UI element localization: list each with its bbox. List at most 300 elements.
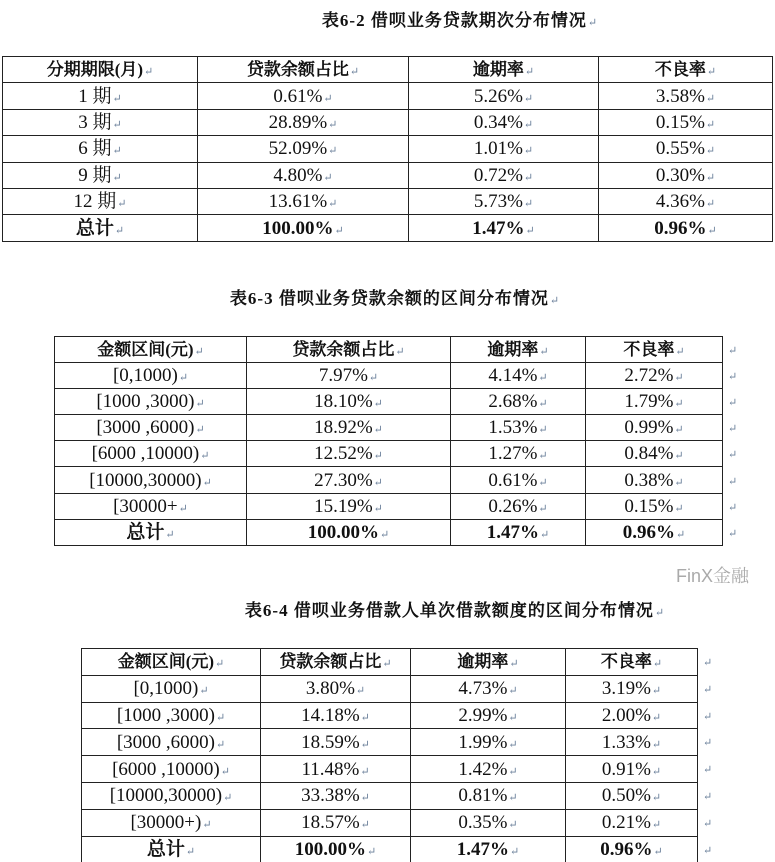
cell-text: 1 期 bbox=[78, 85, 112, 107]
table-cell bbox=[586, 519, 723, 545]
paragraph-mark-icon: ↵ bbox=[373, 502, 383, 515]
table-cell bbox=[82, 782, 261, 809]
paragraph-mark-icon: ↵ bbox=[382, 658, 392, 671]
paragraph-mark-icon: ↵ bbox=[349, 66, 360, 79]
table-cell bbox=[411, 809, 566, 836]
paragraph-mark-icon: ↵ bbox=[373, 450, 383, 463]
paragraph-mark-icon: ↵ bbox=[165, 528, 175, 541]
cell-text: 4.80% bbox=[273, 164, 323, 186]
table-cell bbox=[247, 415, 451, 441]
paragraph-mark-icon: ↵ bbox=[112, 118, 122, 131]
header-row bbox=[55, 337, 723, 363]
cell-text: [10000,30000) bbox=[89, 469, 202, 491]
paragraph-mark-icon: ↵ bbox=[705, 118, 716, 131]
cell-text: [10000,30000) bbox=[109, 785, 223, 807]
cell-text: 逾期率 bbox=[487, 340, 539, 360]
table-cell bbox=[411, 702, 566, 729]
cell-text: 不良率 bbox=[600, 652, 652, 672]
table-cell bbox=[261, 782, 411, 809]
cell-text: 0.34% bbox=[473, 111, 523, 133]
cell-text: 1.79% bbox=[624, 391, 674, 413]
cell-text: 0.84% bbox=[624, 443, 674, 465]
cell-text: 18.59% bbox=[301, 731, 360, 753]
table-row bbox=[3, 136, 773, 162]
cell-text: 金额区间(元) bbox=[97, 340, 194, 360]
table-cell bbox=[566, 809, 698, 836]
table-cell bbox=[198, 215, 409, 241]
cell-text: 贷款余额占比 bbox=[246, 60, 349, 80]
paragraph-mark-icon: ↵ bbox=[538, 398, 548, 411]
paragraph-mark-icon: ↵ bbox=[525, 224, 535, 237]
paragraph-mark-icon: ↵ bbox=[508, 819, 518, 832]
table-row bbox=[82, 809, 698, 836]
paragraph-mark-icon: ↵ bbox=[178, 502, 188, 515]
table-title-text: 表6-3 借呗业务贷款余额的区间分布情况 bbox=[229, 289, 549, 308]
cell-text: 0.96% bbox=[600, 838, 653, 860]
paragraph-mark-icon: ↵ bbox=[328, 145, 338, 158]
table-row bbox=[3, 162, 773, 188]
cell-text: 0.15% bbox=[655, 111, 705, 133]
table-cell bbox=[599, 215, 773, 241]
paragraph-mark-icon: ↵ bbox=[728, 449, 738, 462]
total-row bbox=[3, 215, 773, 241]
cell-text: 15.19% bbox=[314, 495, 373, 517]
table-cell bbox=[3, 83, 198, 109]
paragraph-mark-icon: ↵ bbox=[334, 224, 344, 237]
cell-text: [1000 ,3000) bbox=[96, 391, 195, 413]
paragraph-mark-icon: ↵ bbox=[674, 372, 684, 385]
paragraph-mark-icon: ↵ bbox=[323, 171, 333, 184]
cell-text: 100.00% bbox=[262, 217, 334, 239]
table-cell bbox=[82, 649, 261, 676]
table-cell bbox=[409, 162, 599, 188]
paragraph-mark-icon: ↵ bbox=[676, 528, 686, 541]
paragraph-mark-icon: ↵ bbox=[360, 738, 370, 751]
cell-text: 0.96% bbox=[622, 521, 676, 543]
cell-text: 6 期 bbox=[78, 138, 112, 160]
paragraph-mark-icon: ↵ bbox=[587, 17, 599, 29]
cell-text: [6000 ,10000) bbox=[112, 758, 220, 780]
cell-text: 2.00% bbox=[601, 704, 651, 726]
table-cell bbox=[451, 337, 586, 363]
table-cell bbox=[261, 702, 411, 729]
paragraph-mark-icon: ↵ bbox=[368, 372, 379, 385]
paragraph-mark-icon: ↵ bbox=[706, 66, 717, 79]
table-cell bbox=[586, 467, 723, 493]
paragraph-mark-icon: ↵ bbox=[328, 118, 338, 131]
cell-text: 0.38% bbox=[624, 469, 674, 491]
table-cell bbox=[198, 136, 409, 162]
cell-text: [30000+ bbox=[113, 495, 178, 517]
paragraph-mark-icon: ↵ bbox=[523, 145, 534, 158]
table-cell bbox=[247, 441, 451, 467]
paragraph-mark-icon: ↵ bbox=[703, 844, 713, 857]
cell-text: 4.73% bbox=[458, 678, 508, 700]
paragraph-mark-icon: ↵ bbox=[651, 738, 662, 751]
table-cell bbox=[247, 519, 451, 545]
paragraph-mark-icon: ↵ bbox=[215, 658, 225, 671]
paragraph-mark-icon: ↵ bbox=[194, 346, 204, 359]
table-row bbox=[3, 188, 773, 214]
table-cell bbox=[599, 188, 773, 214]
paragraph-mark-icon: ↵ bbox=[703, 764, 713, 777]
table-cell bbox=[261, 836, 411, 862]
paragraph-mark-icon: ↵ bbox=[523, 198, 534, 211]
table-title-text: 表6-4 借呗业务借款人单次借款额度的区间分布情况 bbox=[244, 601, 654, 620]
paragraph-mark-icon: ↵ bbox=[651, 792, 662, 805]
table-cell bbox=[3, 109, 198, 135]
table-row bbox=[55, 363, 723, 389]
cell-text: 12 期 bbox=[73, 191, 117, 213]
table-cell bbox=[411, 836, 566, 862]
table-cell bbox=[409, 83, 599, 109]
table-cell bbox=[411, 756, 566, 783]
paragraph-mark-icon: ↵ bbox=[705, 171, 716, 184]
cell-text: 100.00% bbox=[294, 838, 367, 860]
paragraph-mark-icon: ↵ bbox=[114, 224, 125, 237]
paragraph-mark-icon: ↵ bbox=[373, 398, 383, 411]
paragraph-mark-icon: ↵ bbox=[144, 66, 154, 79]
table-row bbox=[82, 702, 698, 729]
paragraph-mark-icon: ↵ bbox=[360, 711, 370, 724]
cell-text: [3000 ,6000) bbox=[116, 731, 215, 753]
cell-text: 5.26% bbox=[473, 85, 523, 107]
cell-text: 27.30% bbox=[314, 469, 373, 491]
cell-text: 0.30% bbox=[655, 164, 705, 186]
paragraph-mark-icon: ↵ bbox=[523, 92, 534, 105]
table-cell bbox=[586, 337, 723, 363]
cell-text: 1.01% bbox=[473, 138, 523, 160]
table-row bbox=[55, 493, 723, 519]
cell-text: 3.58% bbox=[655, 85, 705, 107]
cell-text: 18.92% bbox=[314, 417, 373, 439]
paragraph-mark-icon: ↵ bbox=[651, 711, 662, 724]
cell-text: 0.99% bbox=[624, 417, 674, 439]
paragraph-mark-icon: ↵ bbox=[703, 657, 713, 669]
table-cell bbox=[82, 702, 261, 729]
paragraph-mark-icon: ↵ bbox=[223, 792, 233, 805]
paragraph-mark-icon: ↵ bbox=[705, 92, 716, 105]
table-cell bbox=[247, 493, 451, 519]
table-cell bbox=[451, 441, 586, 467]
table-cell bbox=[599, 109, 773, 135]
cell-text: 1.47% bbox=[486, 521, 540, 543]
paragraph-mark-icon: ↵ bbox=[728, 397, 738, 410]
table-cell bbox=[599, 136, 773, 162]
paragraph-mark-icon: ↵ bbox=[367, 845, 377, 858]
cell-text: 0.26% bbox=[488, 495, 538, 517]
paragraph-mark-icon: ↵ bbox=[508, 738, 518, 751]
paragraph-mark-icon: ↵ bbox=[323, 92, 333, 105]
cell-text: 2.72% bbox=[624, 365, 674, 387]
table-cell bbox=[586, 389, 723, 415]
table-cell bbox=[566, 702, 698, 729]
watermark: FinX金融 bbox=[676, 566, 750, 586]
cell-text: 1.47% bbox=[456, 838, 510, 860]
paragraph-mark-icon: ↵ bbox=[202, 476, 212, 489]
paragraph-mark-icon: ↵ bbox=[360, 765, 370, 778]
table-cell bbox=[3, 188, 198, 214]
paragraph-mark-icon: ↵ bbox=[200, 450, 210, 463]
table-cell bbox=[55, 467, 247, 493]
cell-text: 5.73% bbox=[473, 191, 523, 213]
table-cell bbox=[451, 415, 586, 441]
paragraph-mark-icon: ↵ bbox=[538, 424, 548, 437]
paragraph-mark-icon: ↵ bbox=[328, 198, 338, 211]
paragraph-mark-icon: ↵ bbox=[538, 450, 548, 463]
paragraph-mark-icon: ↵ bbox=[112, 92, 122, 105]
table-cell bbox=[55, 441, 247, 467]
cell-text: 不良率 bbox=[654, 60, 706, 80]
cell-text: 3.80% bbox=[305, 678, 355, 700]
cell-text: 4.36% bbox=[655, 191, 705, 213]
paragraph-mark-icon: ↵ bbox=[652, 658, 663, 671]
cell-text: 总计 bbox=[126, 521, 165, 543]
paragraph-mark-icon: ↵ bbox=[703, 737, 713, 750]
table-cell bbox=[247, 337, 451, 363]
paragraph-mark-icon: ↵ bbox=[195, 424, 205, 437]
paragraph-mark-icon: ↵ bbox=[654, 607, 666, 619]
cell-text: 总计 bbox=[146, 838, 185, 860]
paragraph-mark-icon: ↵ bbox=[728, 475, 738, 488]
paragraph-mark-icon: ↵ bbox=[508, 792, 518, 805]
cell-text: 28.89% bbox=[268, 111, 328, 133]
table-cell bbox=[586, 493, 723, 519]
table-cell bbox=[3, 136, 198, 162]
table-cell bbox=[451, 467, 586, 493]
cell-text: 总计 bbox=[75, 217, 114, 239]
paragraph-mark-icon: ↵ bbox=[509, 658, 519, 671]
cell-text: 0.61% bbox=[488, 469, 538, 491]
paragraph-mark-icon: ↵ bbox=[523, 118, 534, 131]
table-row bbox=[55, 415, 723, 441]
paragraph-mark-icon: ↵ bbox=[674, 398, 684, 411]
paragraph-mark-icon: ↵ bbox=[674, 476, 684, 489]
paragraph-mark-icon: ↵ bbox=[728, 501, 738, 514]
table-cell bbox=[55, 493, 247, 519]
table-row bbox=[55, 389, 723, 415]
cell-text: [3000 ,6000) bbox=[96, 417, 195, 439]
table-cell bbox=[599, 83, 773, 109]
table-cell bbox=[261, 675, 411, 702]
paragraph-mark-icon: ↵ bbox=[651, 685, 662, 698]
cell-text: 金额区间(元) bbox=[117, 652, 215, 672]
paragraph-mark-icon: ↵ bbox=[112, 145, 122, 158]
cell-text: 0.91% bbox=[601, 758, 651, 780]
cell-text: 11.48% bbox=[301, 758, 360, 780]
table-cell bbox=[82, 809, 261, 836]
cell-text: [30000+) bbox=[130, 812, 202, 834]
cell-text: 1.42% bbox=[458, 758, 508, 780]
table-cell bbox=[586, 441, 723, 467]
table-cell bbox=[451, 389, 586, 415]
paragraph-mark-icon: ↵ bbox=[117, 198, 127, 211]
table-cell bbox=[55, 337, 247, 363]
cell-text: 1.33% bbox=[601, 731, 651, 753]
table-title-text: 表6-2 借呗业务贷款期次分布情况 bbox=[321, 11, 587, 30]
cell-text: [6000 ,10000) bbox=[91, 443, 200, 465]
table-title bbox=[322, 6, 598, 31]
paragraph-mark-icon: ↵ bbox=[360, 792, 370, 805]
paragraph-mark-icon: ↵ bbox=[651, 765, 662, 778]
cell-text: 1.27% bbox=[488, 443, 538, 465]
table-cell bbox=[198, 109, 409, 135]
cell-text: 14.18% bbox=[301, 704, 360, 726]
table-cell bbox=[566, 756, 698, 783]
data-table bbox=[81, 648, 698, 862]
paragraph-mark-icon: ↵ bbox=[508, 711, 518, 724]
cell-text: 3.19% bbox=[601, 678, 651, 700]
data-table bbox=[54, 336, 723, 546]
table-cell bbox=[247, 389, 451, 415]
table-cell bbox=[411, 729, 566, 756]
table-cell bbox=[409, 188, 599, 214]
table-cell bbox=[409, 136, 599, 162]
paragraph-mark-icon: ↵ bbox=[355, 685, 366, 698]
table-row bbox=[82, 729, 698, 756]
paragraph-mark-icon: ↵ bbox=[380, 528, 390, 541]
cell-text: 0.15% bbox=[624, 495, 674, 517]
cell-text: 1.53% bbox=[488, 417, 538, 439]
paragraph-mark-icon: ↵ bbox=[675, 346, 685, 359]
paragraph-mark-icon: ↵ bbox=[728, 345, 738, 357]
table-cell bbox=[3, 57, 198, 83]
paragraph-mark-icon: ↵ bbox=[549, 295, 561, 307]
cell-text: 分期期限(月) bbox=[46, 60, 144, 80]
cell-text: 12.52% bbox=[314, 443, 373, 465]
paragraph-mark-icon: ↵ bbox=[395, 346, 405, 359]
cell-text: 0.21% bbox=[601, 812, 651, 834]
paragraph-mark-icon: ↵ bbox=[538, 476, 548, 489]
cell-text: 4.14% bbox=[488, 365, 538, 387]
table-cell bbox=[586, 363, 723, 389]
table-row bbox=[3, 83, 773, 109]
paragraph-mark-icon: ↵ bbox=[202, 819, 212, 832]
paragraph-mark-icon: ↵ bbox=[373, 424, 383, 437]
cell-text: 33.38% bbox=[301, 785, 360, 807]
cell-text: 1.47% bbox=[472, 217, 525, 239]
cell-text: 1.99% bbox=[458, 731, 508, 753]
paragraph-mark-icon: ↵ bbox=[360, 819, 370, 832]
table-cell bbox=[261, 809, 411, 836]
cell-text: 13.61% bbox=[268, 191, 328, 213]
paragraph-mark-icon: ↵ bbox=[112, 171, 122, 184]
table-cell bbox=[566, 675, 698, 702]
paragraph-mark-icon: ↵ bbox=[728, 423, 738, 436]
table-cell bbox=[411, 649, 566, 676]
cell-text: 0.55% bbox=[655, 138, 705, 160]
paragraph-mark-icon: ↵ bbox=[705, 145, 716, 158]
cell-text: 0.35% bbox=[458, 812, 508, 834]
table-cell bbox=[451, 363, 586, 389]
table-row bbox=[82, 756, 698, 783]
table-cell bbox=[3, 215, 198, 241]
table-row bbox=[82, 675, 698, 702]
paragraph-mark-icon: ↵ bbox=[510, 845, 520, 858]
cell-text: 0.61% bbox=[273, 85, 323, 107]
table-cell bbox=[409, 109, 599, 135]
paragraph-mark-icon: ↵ bbox=[538, 372, 548, 385]
total-row bbox=[55, 519, 723, 545]
paragraph-mark-icon: ↵ bbox=[524, 66, 535, 79]
paragraph-mark-icon: ↵ bbox=[539, 346, 549, 359]
paragraph-mark-icon: ↵ bbox=[705, 198, 716, 211]
table-cell bbox=[55, 363, 247, 389]
table-cell bbox=[409, 215, 599, 241]
paragraph-mark-icon: ↵ bbox=[728, 371, 738, 384]
table-cell bbox=[55, 389, 247, 415]
cell-text: 3 期 bbox=[78, 111, 112, 133]
cell-text: 9 期 bbox=[78, 164, 112, 186]
table-cell bbox=[198, 162, 409, 188]
table-cell bbox=[411, 675, 566, 702]
paragraph-mark-icon: ↵ bbox=[538, 502, 548, 515]
cell-text: 不良率 bbox=[623, 340, 675, 360]
table-cell bbox=[599, 162, 773, 188]
table-cell bbox=[82, 756, 261, 783]
header-row bbox=[82, 649, 698, 676]
total-row bbox=[82, 836, 698, 862]
table-cell bbox=[566, 729, 698, 756]
table-row bbox=[55, 467, 723, 493]
paragraph-mark-icon: ↵ bbox=[674, 502, 684, 515]
table-cell bbox=[247, 467, 451, 493]
cell-text: 贷款余额占比 bbox=[292, 340, 395, 360]
table-cell bbox=[409, 57, 599, 83]
paragraph-mark-icon: ↵ bbox=[220, 765, 230, 778]
table-title bbox=[230, 284, 560, 309]
paragraph-mark-icon: ↵ bbox=[653, 845, 663, 858]
cell-text: 0.81% bbox=[458, 785, 508, 807]
paragraph-mark-icon: ↵ bbox=[215, 711, 226, 724]
table-cell bbox=[82, 729, 261, 756]
paragraph-mark-icon: ↵ bbox=[523, 171, 534, 184]
table-cell bbox=[198, 188, 409, 214]
table-cell bbox=[599, 57, 773, 83]
paragraph-mark-icon: ↵ bbox=[215, 738, 226, 751]
cell-text: 0.96% bbox=[654, 217, 707, 239]
paragraph-mark-icon: ↵ bbox=[185, 845, 196, 858]
table-cell bbox=[198, 83, 409, 109]
paragraph-mark-icon: ↵ bbox=[703, 817, 713, 830]
paragraph-mark-icon: ↵ bbox=[508, 765, 518, 778]
table-cell bbox=[566, 836, 698, 862]
paragraph-mark-icon: ↵ bbox=[178, 372, 189, 385]
table-cell bbox=[261, 729, 411, 756]
table-cell bbox=[198, 57, 409, 83]
table-row bbox=[3, 109, 773, 135]
table-cell bbox=[247, 363, 451, 389]
cell-text: 2.68% bbox=[488, 391, 538, 413]
paragraph-mark-icon: ↵ bbox=[674, 450, 684, 463]
cell-text: 逾期率 bbox=[472, 60, 524, 80]
table-cell bbox=[261, 649, 411, 676]
paragraph-mark-icon: ↵ bbox=[373, 476, 383, 489]
table-cell bbox=[82, 675, 261, 702]
table-cell bbox=[586, 415, 723, 441]
table-title bbox=[245, 596, 665, 621]
cell-text: 逾期率 bbox=[457, 652, 509, 672]
cell-text: 贷款余额占比 bbox=[279, 652, 382, 672]
cell-text: [0,1000) bbox=[133, 678, 199, 700]
paragraph-mark-icon: ↵ bbox=[707, 224, 717, 237]
paragraph-mark-icon: ↵ bbox=[508, 685, 518, 698]
cell-text: 18.10% bbox=[314, 391, 373, 413]
table-cell bbox=[3, 162, 198, 188]
paragraph-mark-icon: ↵ bbox=[540, 528, 550, 541]
paragraph-mark-icon: ↵ bbox=[651, 819, 662, 832]
paragraph-mark-icon: ↵ bbox=[199, 685, 209, 698]
